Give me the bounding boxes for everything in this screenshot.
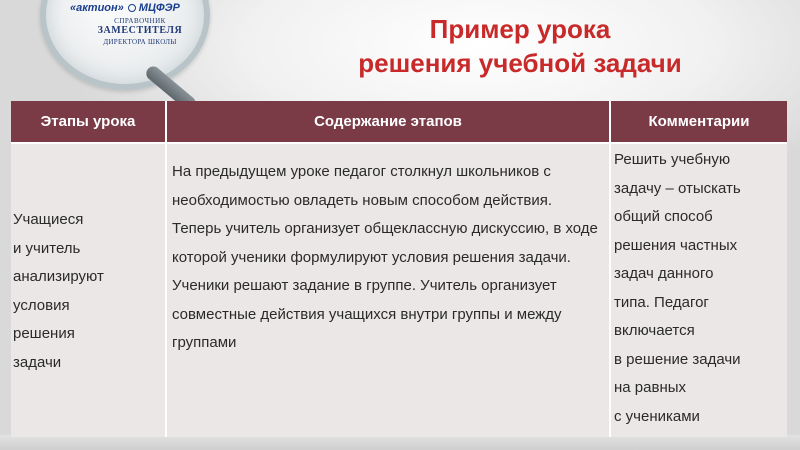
header-stages: Этапы урока (11, 101, 166, 143)
stage-line: условия (13, 296, 70, 314)
logo-line-2: ЗАМЕСТИТЕЛЯ (97, 25, 183, 36)
publisher-logo (0, 0, 220, 100)
cell-content (166, 143, 610, 437)
slide-title-line-2: решения учебной задачи (358, 48, 682, 78)
comment-line: Решить учебную (614, 151, 731, 168)
logo-brand-mcfer: МЦФЭР (138, 2, 180, 14)
comment-line: типа. Педагог (614, 293, 709, 311)
lesson-stages-table (11, 101, 787, 437)
slide-title-line-1: Пример урока (429, 14, 611, 44)
comment-line: на равных (614, 379, 687, 396)
stage-line: анализируют (13, 268, 104, 285)
comment-line: решения частных (614, 236, 738, 254)
comment-line: включается (614, 322, 695, 339)
mcfer-mark-icon (128, 4, 136, 12)
content-paragraph-2: Ученики решают задание в группе. Учитель организует совместные действия учащихся внутри группы и между группами (172, 277, 562, 351)
header-comments: Комментарии (610, 101, 787, 143)
stage-line: Учащиеся (13, 211, 84, 228)
logo-brand-aktion: «актион» (70, 2, 124, 14)
slide-footer-band (0, 435, 800, 450)
comment-line: в решение задачи (614, 350, 741, 368)
content-paragraph-1: На предыдущем уроке педагог столкнул школьников с необходимостью овладеть новым способом действия. Теперь учитель организует общеклассную дискуссию, в ходе которой ученики формулируют условия решения задачи. (172, 163, 598, 266)
comment-line: с учениками (614, 407, 700, 425)
table-row (11, 143, 787, 437)
comment-line: задачу – отыскать (614, 179, 741, 197)
stage-line: решения (13, 325, 75, 342)
header-content: Содержание этапов (166, 101, 610, 143)
logo-line-1: СПРАВОЧНИК (114, 17, 166, 25)
table-header-row (11, 101, 787, 143)
stage-line: и учитель (13, 239, 81, 257)
stage-line: задачи (13, 353, 62, 371)
logo-brands (70, 2, 180, 14)
comment-line: общий способ (614, 208, 713, 225)
comment-line: задач данного (614, 265, 714, 282)
slide-title (300, 12, 740, 80)
cell-comment (610, 143, 787, 437)
cell-stage (11, 143, 166, 437)
logo-line-3: ДИРЕКТОРА ШКОЛЫ (103, 38, 177, 46)
